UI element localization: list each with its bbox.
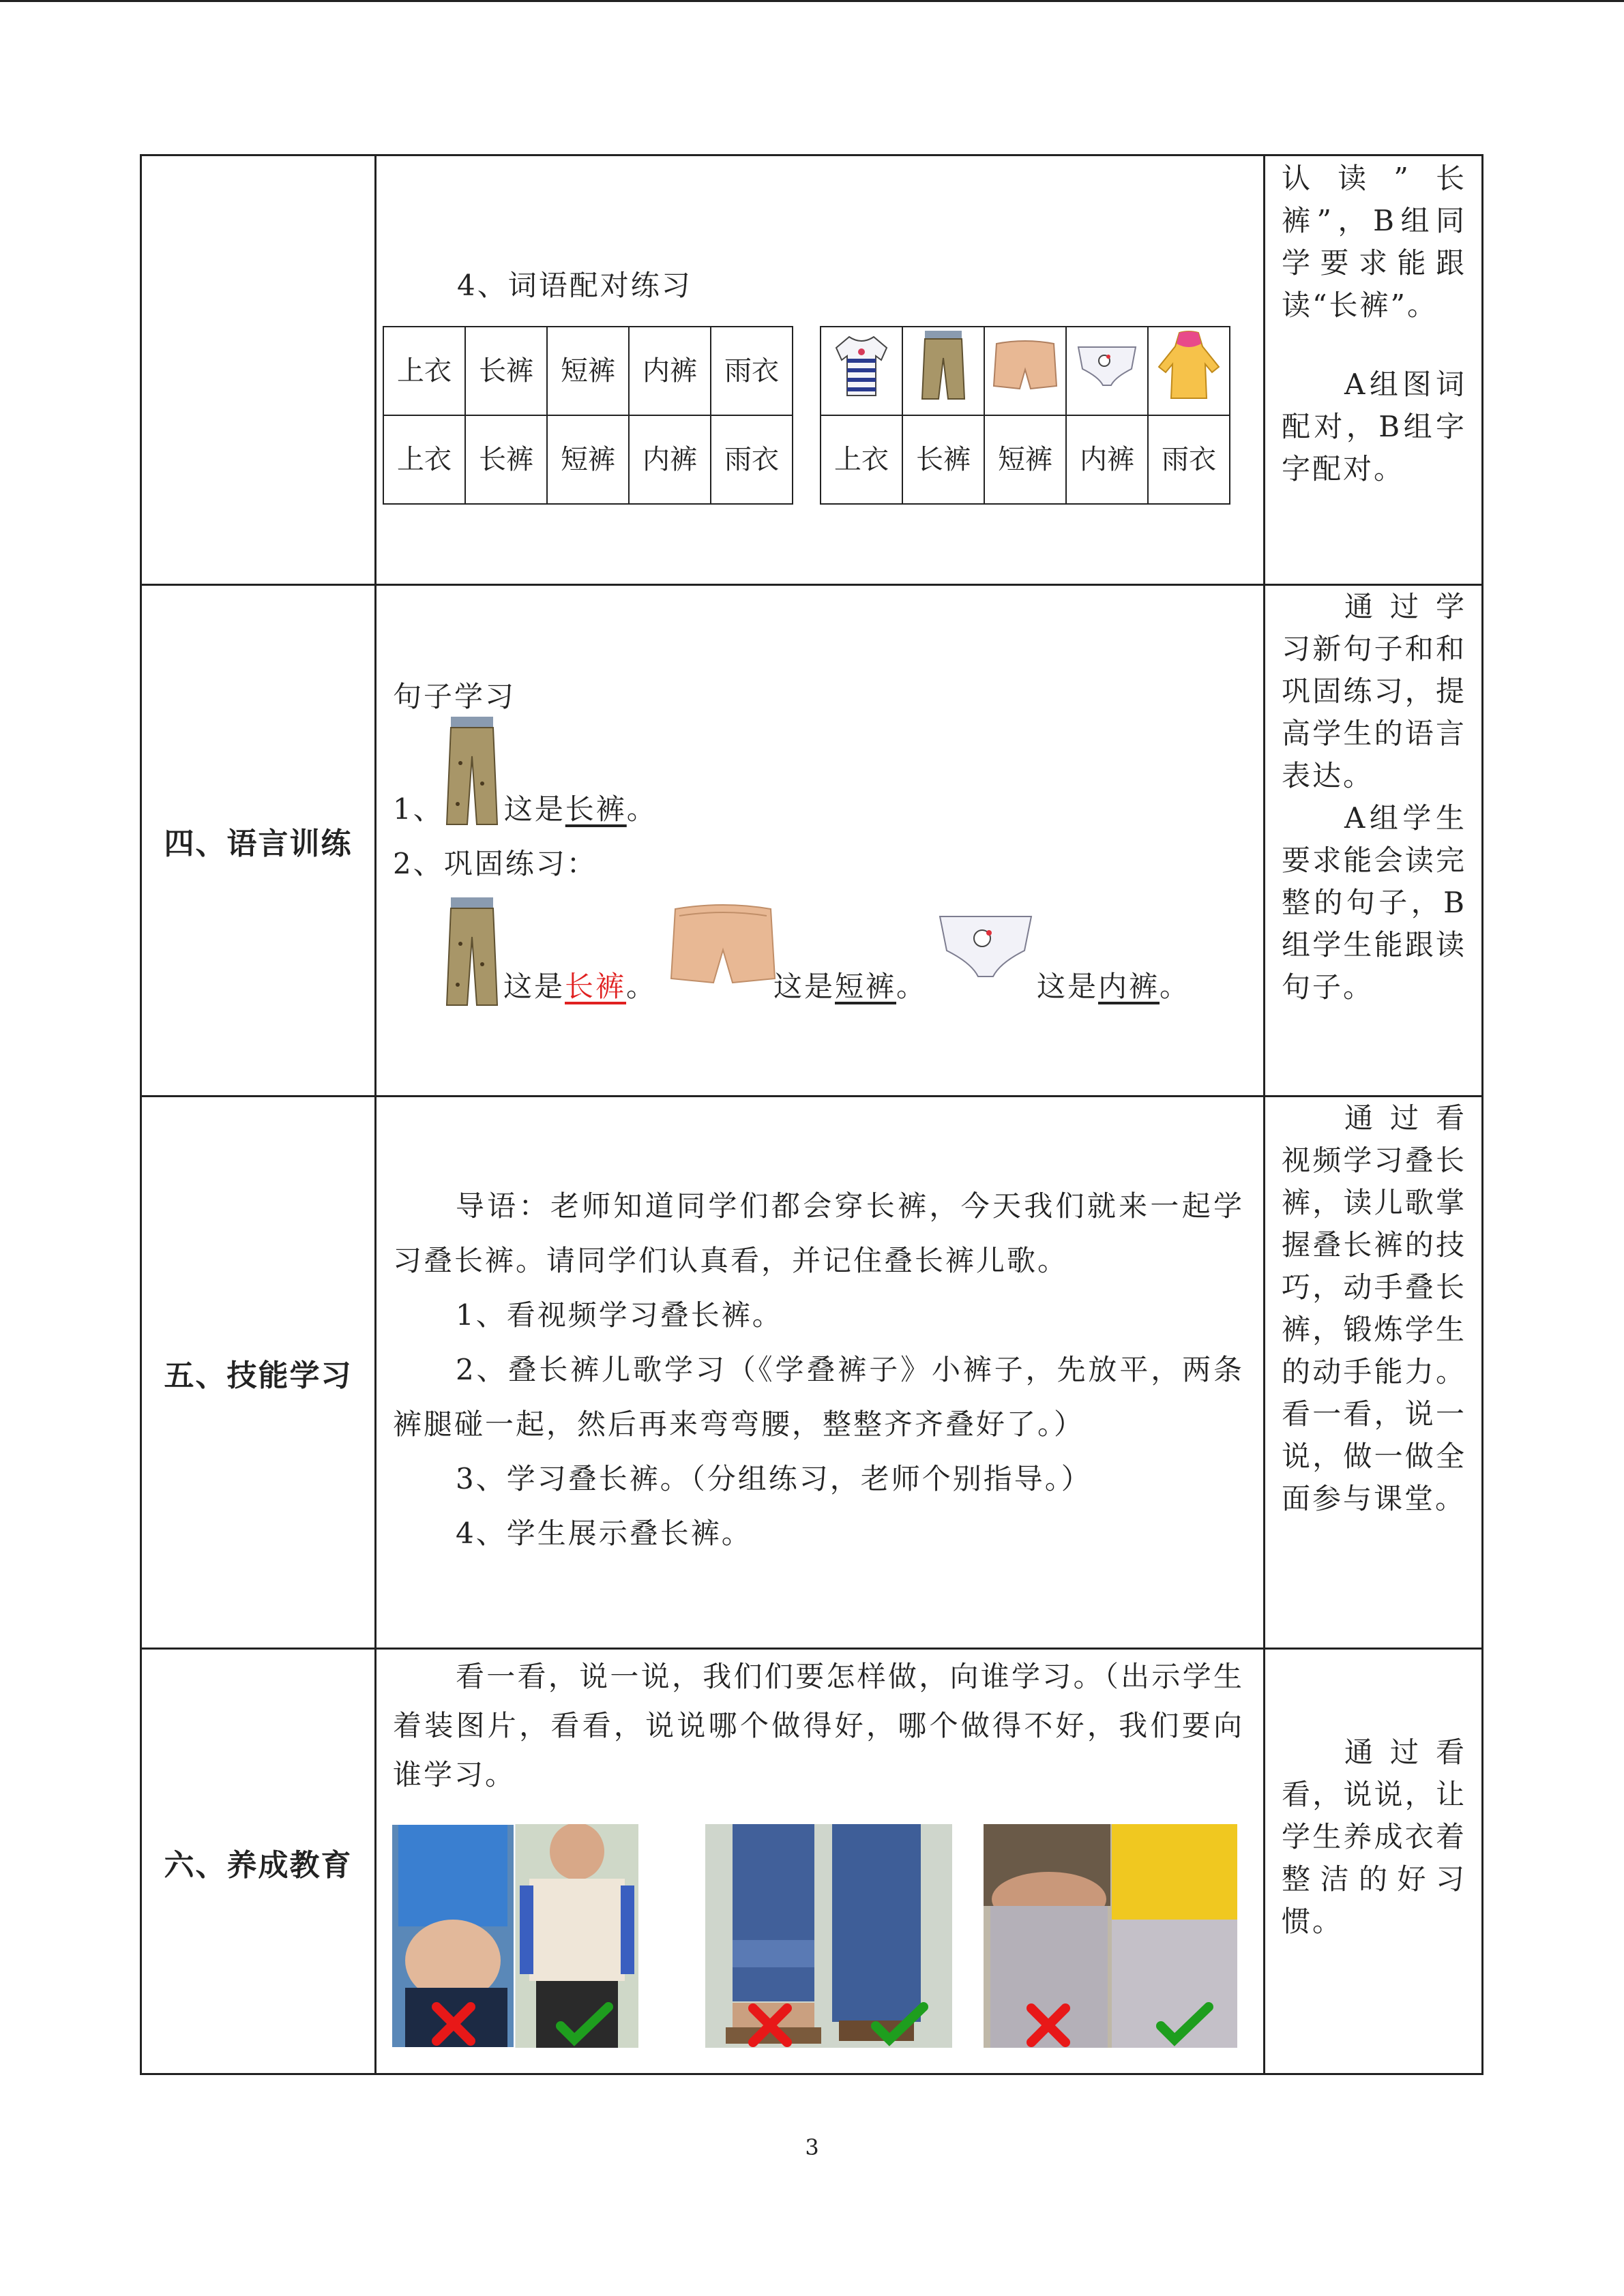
row-skill-learning [142,1095,1481,1648]
note-cell [1265,156,1481,584]
lesson-plan-table [140,154,1483,2075]
word-cell[interactable]: 雨衣 [711,327,793,415]
content-cell [377,586,1265,1095]
sentence-1 [393,782,658,837]
picture-cell[interactable] [821,327,902,415]
note-text: 通过看看，说说，让学生养成衣着整洁的好习惯。 [1282,1735,1466,1938]
raincoat-icon [1155,330,1223,401]
note-cell [1265,1097,1481,1648]
sentence-end: 。 [1160,970,1191,1003]
underlined-word-red: 长裤 [565,970,627,1003]
word-matching-heading: 4、词语配对练习 [457,269,692,302]
section-cell [142,1097,377,1648]
word-cell[interactable]: 长裤 [465,327,547,415]
content-cell [377,156,1265,584]
word-cell[interactable]: 短裤 [547,415,629,504]
practice-heading: 2、巩固练习： [393,847,597,880]
long-pants-icon [441,896,503,1009]
row-language-training [142,584,1481,1095]
picture-word-cell[interactable]: 长裤 [902,415,984,504]
step-1: 1、看视频学习叠长裤。 [456,1298,783,1332]
word-cell[interactable]: 上衣 [383,415,465,504]
picture-cell[interactable] [984,327,1066,415]
row-habit-education [142,1648,1481,2075]
photo-pant-legs-comparison [705,1824,952,2048]
intro-paragraph: 导语：老师知道同学们都会穿长裤，今天我们就来一起学习叠长裤。请同学们认真看，并记住叠长裤儿歌。 [393,1189,1244,1277]
note-text: 认读”长裤”，B组同学要求能跟读“长裤”。 [1282,162,1466,322]
top-rule [0,0,1624,2]
habit-text: 看一看，说一说，我们们要怎样做，向谁学习。（出示学生着装图片，看看，说说哪个做得好，哪个做得不好，我们要向谁学习。 [393,1660,1244,1791]
picture-cell[interactable] [902,327,984,415]
word-cell[interactable]: 上衣 [383,327,465,415]
word-match-table [383,326,793,505]
shorts-icon [991,337,1059,394]
underpants-icon [1074,342,1140,389]
section-title: 五、技能学习 [164,1358,353,1393]
striped-shirt-icon [832,333,891,398]
picture-word-cell[interactable]: 雨衣 [1148,415,1230,504]
content-cell [377,1097,1265,1648]
picture-word-cell[interactable]: 内裤 [1066,415,1148,504]
long-pants-icon [917,328,970,403]
sentence-text: 这是 [773,970,836,1003]
underlined-word: 内裤 [1098,970,1160,1003]
picture-word-cell[interactable]: 短裤 [984,415,1066,504]
practice-sentence-3 [1037,959,1190,1014]
sentence-end: 。 [896,970,928,1003]
underlined-word: 长裤 [565,792,627,826]
step-2: 2、叠长裤儿歌学习（《学叠裤子》小裤子，先放平，两条裤腿碰一起，然后再来弯弯腰，整整齐齐叠好了。） [393,1353,1244,1441]
picture-word-cell[interactable]: 上衣 [821,415,902,504]
sentence-text: 这是 [1037,970,1099,1003]
section-cell-empty [142,156,377,584]
word-cell[interactable]: 短裤 [547,327,629,415]
note-cell [1265,586,1481,1095]
picture-match-table [820,326,1230,505]
practice-sentence-2 [773,959,927,1014]
photo-shirt-comparison [392,1824,638,2048]
page-number: 3 [805,2134,819,2160]
note-cell [1265,1650,1481,2075]
photo-waistband-comparison [984,1824,1237,2048]
word-cell[interactable]: 内裤 [629,415,711,504]
habit-paragraph [393,1652,1244,1800]
skill-text [393,1179,1244,1561]
sentence-number: 1、 [393,792,444,826]
sentence-end: 。 [626,970,658,1003]
sentence-text: 这是 [503,970,565,1003]
note-text: A组图词配对，B组字字配对。 [1282,368,1466,486]
practice-sentence-1 [503,959,657,1014]
sentence-heading: 句子学习 [393,680,516,713]
content-cell [377,1650,1265,2075]
note-text: A组学生要求能会读完整的句子，B组学生能跟读句子。 [1282,801,1466,1004]
underlined-word: 短裤 [835,970,897,1003]
word-cell[interactable]: 内裤 [629,327,711,415]
sentence-text: 这是 [503,792,565,826]
step-4: 4、学生展示叠长裤。 [456,1517,752,1550]
note-text: 通过学习新句子和和巩固练习，提高学生的语言表达。 [1282,590,1466,792]
section-cell [142,586,377,1095]
word-cell[interactable]: 长裤 [465,415,547,504]
note-text: 通过看视频学习叠长裤，读儿歌掌握叠长裤的技巧，动手叠长裤，锻炼学生的动手能力。看一看，说一说，做一做全面参与课堂。 [1282,1101,1466,1515]
section-title: 六、养成教育 [164,1848,353,1883]
shorts-icon [668,899,778,989]
picture-cell[interactable] [1148,327,1230,415]
row-word-matching [142,156,1481,584]
section-cell [142,1650,377,2075]
section-title: 四、语言训练 [164,826,353,861]
word-cell[interactable]: 雨衣 [711,415,793,504]
step-3: 3、学习叠长裤。（分组练习，老师个别指导。） [456,1462,1092,1495]
sentence-end: 。 [626,792,658,826]
picture-cell[interactable] [1066,327,1148,415]
underpants-icon [934,910,1037,982]
